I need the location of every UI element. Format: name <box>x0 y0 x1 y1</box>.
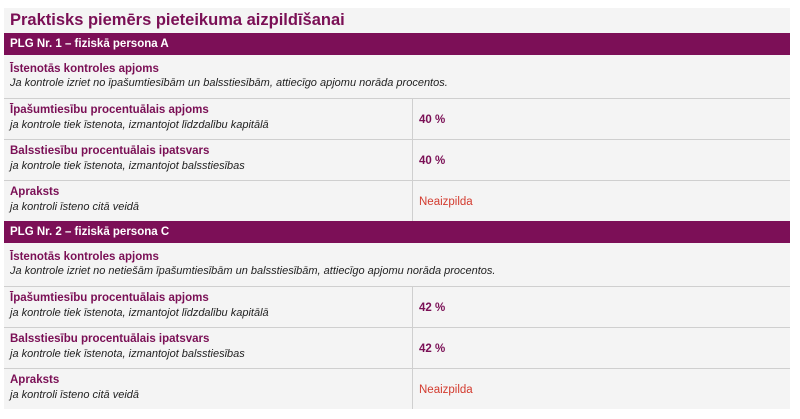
voting-rights-percent-value: 40 % <box>419 155 446 167</box>
description-value: Neaizpilda <box>419 384 473 396</box>
row-label-cell <box>4 287 413 327</box>
row-value-cell <box>413 181 790 221</box>
row-subtitle: ja kontrole tiek īstenota, izmantojot balsstiesības <box>10 160 245 172</box>
table-row <box>4 99 790 140</box>
row-title: Apraksts <box>10 374 60 386</box>
row-subtitle: ja kontroli īsteno citā veidā <box>10 389 140 401</box>
table-row <box>4 328 790 369</box>
control-scope-block <box>4 243 790 287</box>
row-subtitle: ja kontroli īsteno citā veidā <box>10 201 140 213</box>
control-scope-description: Ja kontrole izriet no netiešām īpašumtiesībām un balsstiesībām, attiecīgo apjomu norāda procentos. <box>10 265 496 277</box>
ownership-percent-value: 42 % <box>419 302 446 314</box>
table-row <box>4 369 790 409</box>
row-title: Īpašumtiesību procentuālais apjoms <box>10 292 209 304</box>
description-value: Neaizpilda <box>419 196 473 208</box>
row-value-cell <box>413 99 790 139</box>
section-header-plg-1: PLG Nr. 1 – fiziskā persona A <box>4 33 790 55</box>
control-scope-title: Īstenotās kontroles apjoms <box>10 251 159 263</box>
row-value-cell <box>413 369 790 409</box>
row-label-cell <box>4 181 413 221</box>
ownership-percent-value: 40 % <box>419 114 446 126</box>
section-header-plg-2: PLG Nr. 2 – fiziskā persona C <box>4 221 790 243</box>
row-value-cell <box>413 328 790 368</box>
row-value-cell <box>413 140 790 180</box>
page-title: Praktisks piemērs pieteikuma aizpildīšanai <box>4 8 790 33</box>
table-row <box>4 181 790 221</box>
row-title: Balsstiesību procentuālais ipatsvars <box>10 145 210 157</box>
row-title: Īpašumtiesību procentuālais apjoms <box>10 104 209 116</box>
row-subtitle: ja kontrole tiek īstenota, izmantojot līdzdalību kapitālā <box>10 307 269 319</box>
row-subtitle: ja kontrole tiek īstenota, izmantojot līdzdalību kapitālā <box>10 119 269 131</box>
control-scope-block <box>4 55 790 99</box>
row-subtitle: ja kontrole tiek īstenota, izmantojot balsstiesības <box>10 348 245 360</box>
row-value-cell <box>413 287 790 327</box>
control-scope-description: Ja kontrole izriet no īpašumtiesībām un balsstiesībām, attiecīgo apjomu norāda procentos. <box>10 77 448 89</box>
table-row <box>4 287 790 328</box>
row-label-cell <box>4 328 413 368</box>
row-label-cell <box>4 369 413 409</box>
row-label-cell <box>4 99 413 139</box>
document-page <box>4 8 790 406</box>
table-row <box>4 140 790 181</box>
row-title: Apraksts <box>10 186 60 198</box>
control-scope-title: Īstenotās kontroles apjoms <box>10 63 159 75</box>
row-label-cell <box>4 140 413 180</box>
voting-rights-percent-value: 42 % <box>419 343 446 355</box>
row-title: Balsstiesību procentuālais ipatsvars <box>10 333 210 345</box>
